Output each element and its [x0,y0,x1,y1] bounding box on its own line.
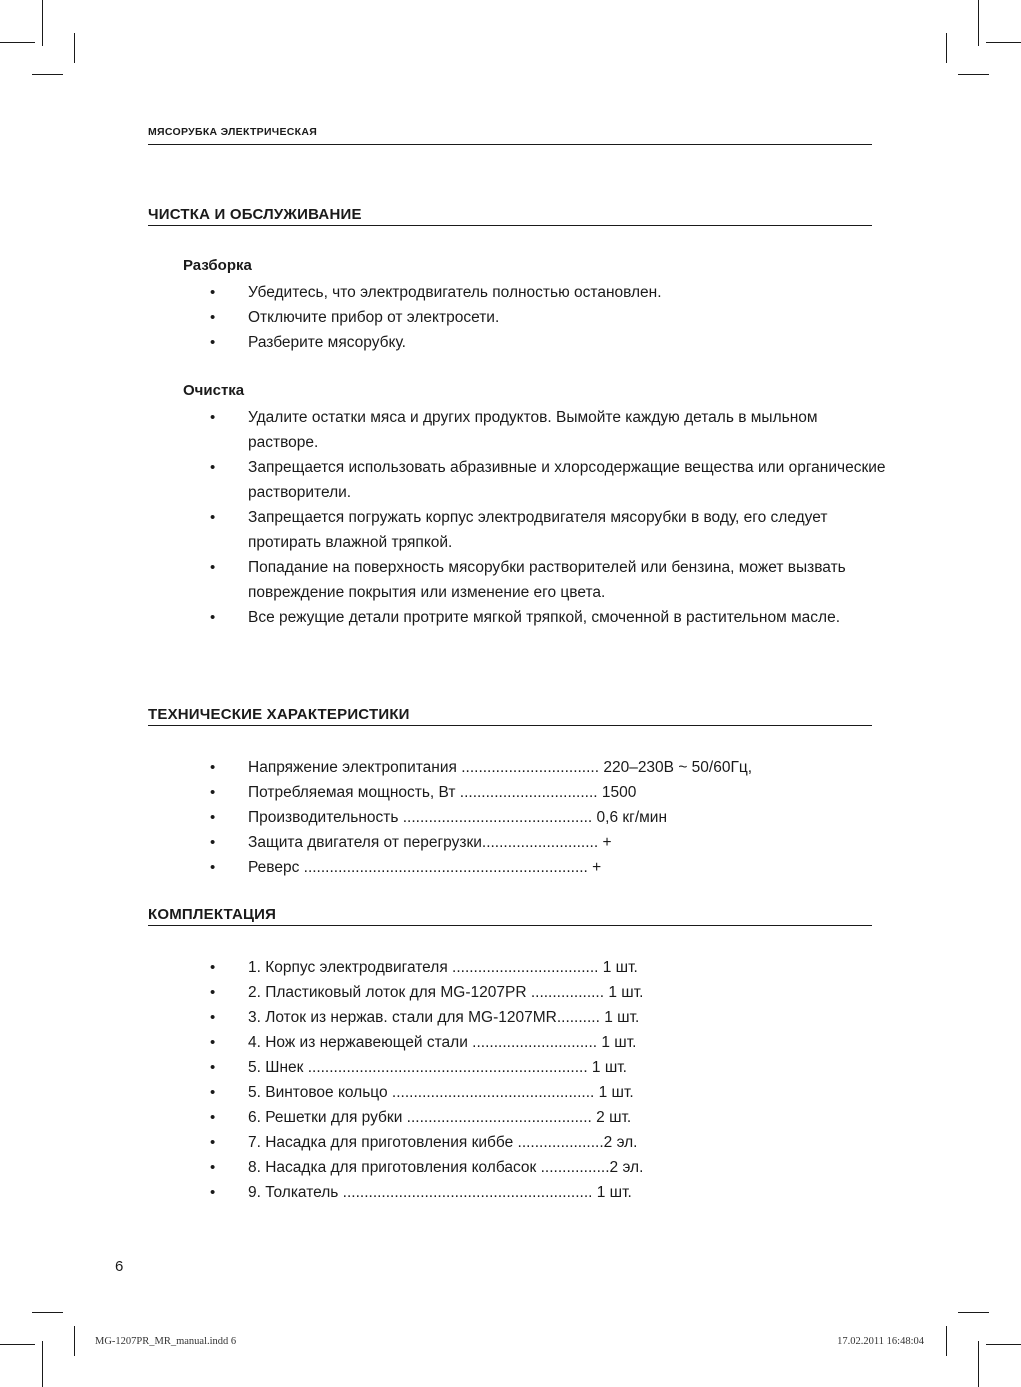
bullet-icon: • [210,1109,216,1126]
bullet-icon: • [210,559,216,576]
crop-mark [0,42,35,43]
running-header: МЯСОРУБКА ЭЛЕКТРИЧЕСКАЯ [148,126,872,145]
list-item: • Запрещается использовать абразивные и хлорсодержащие вещества или органические растворители. [0,455,888,505]
list-item: • 3. Лоток из нержав. стали для MG-1207MR.......... 1 шт. [0,1005,868,1030]
slug-file: MG-1207PR_MR_manual.indd 6 [95,1336,237,1347]
crop-mark [32,1312,63,1313]
slug-date: 17.02.2011 16:48:04 [837,1336,924,1347]
bullet-icon: • [210,1159,216,1176]
crop-mark [978,1341,979,1387]
bullet-icon: • [210,609,216,626]
subsection-title-washing: Очистка [183,382,245,399]
crop-mark [946,33,947,63]
subsection-title-disassembly: Разборка [183,257,252,274]
crop-mark [958,1312,989,1313]
crop-mark [42,1341,43,1387]
section-title-specs: ТЕХНИЧЕСКИЕ ХАРАКТЕРИСТИКИ [148,706,872,726]
list-item: • Потребляемая мощность, Вт ................................ 1500 [0,780,868,805]
list-item: • 4. Нож из нержавеющей стали ............................. 1 шт. [0,1030,868,1055]
list-item: • 1. Корпус электродвигателя .................................. 1 шт. [0,955,868,980]
bullet-icon: • [210,809,216,826]
list-item: • Защита двигателя от перегрузки........................... + [0,830,868,855]
list-item: • Производительность ............................................ 0,6 кг/мин [0,805,868,830]
bullet-icon: • [210,859,216,876]
list-item: • Убедитесь, что электродвигатель полностью остановлен. [0,280,868,305]
crop-mark [74,1326,75,1356]
section-title-cleaning: ЧИСТКА И ОБСЛУЖИВАНИЕ [148,206,872,226]
list-item: • Реверс .................................................................. + [0,855,868,880]
list-item: • 5. Винтовое кольцо ............................................... 1 шт. [0,1080,868,1105]
list-item: • Удалите остатки мяса и других продуктов. Вымойте каждую деталь в мыльном растворе. [0,405,888,455]
washing-list [0,405,888,630]
specs-list [0,755,868,880]
crop-mark [0,1344,35,1345]
bullet-icon: • [210,1034,216,1051]
bullet-icon: • [210,759,216,776]
bullet-icon: • [210,1134,216,1151]
bullet-icon: • [210,1084,216,1101]
disassembly-list [0,280,868,355]
crop-mark [946,1326,947,1356]
bullet-icon: • [210,409,216,426]
bullet-icon: • [210,959,216,976]
bullet-icon: • [210,834,216,851]
crop-mark [978,0,979,46]
crop-mark [74,33,75,63]
list-item: • 7. Насадка для приготовления киббе ....................2 эл. [0,1130,868,1155]
bullet-icon: • [210,459,216,476]
bullet-icon: • [210,1184,216,1201]
list-item: • Разберите мясорубку. [0,330,868,355]
list-item: • Все режущие детали протрите мягкой тряпкой, смоченной в растительном масле. [0,605,888,630]
bullet-icon: • [210,309,216,326]
list-item: • Напряжение электропитания ................................ 220–230В ~ 50/60Гц, [0,755,868,780]
section-title-package: КОМПЛЕКТАЦИЯ [148,906,872,926]
list-item: • 6. Решетки для рубки ........................................... 2 шт. [0,1105,868,1130]
bullet-icon: • [210,284,216,301]
list-item: • 2. Пластиковый лоток для MG-1207PR ................. 1 шт. [0,980,868,1005]
list-item: • Запрещается погружать корпус электродвигателя мясорубки в воду, его следует протирать влажной тряпкой. [0,505,888,555]
crop-mark [958,74,989,75]
bullet-icon: • [210,1059,216,1076]
bullet-icon: • [210,334,216,351]
package-list [0,955,868,1205]
list-item: • Отключите прибор от электросети. [0,305,868,330]
list-item: • 5. Шнек ................................................................. 1 шт. [0,1055,868,1080]
bullet-icon: • [210,784,216,801]
bullet-icon: • [210,1009,216,1026]
bullet-icon: • [210,984,216,1001]
crop-mark [42,0,43,46]
bullet-icon: • [210,509,216,526]
list-item: • 8. Насадка для приготовления колбасок ................2 эл. [0,1155,868,1180]
crop-mark [986,42,1021,43]
crop-mark [986,1344,1021,1345]
list-item: • 9. Толкатель .......................................................... 1 шт. [0,1180,868,1205]
crop-mark [32,74,63,75]
page-number: 6 [115,1258,124,1275]
list-item: • Попадание на поверхность мясорубки растворителей или бензина, может вызвать повреждение покрытия или изменение его цвета. [0,555,888,605]
